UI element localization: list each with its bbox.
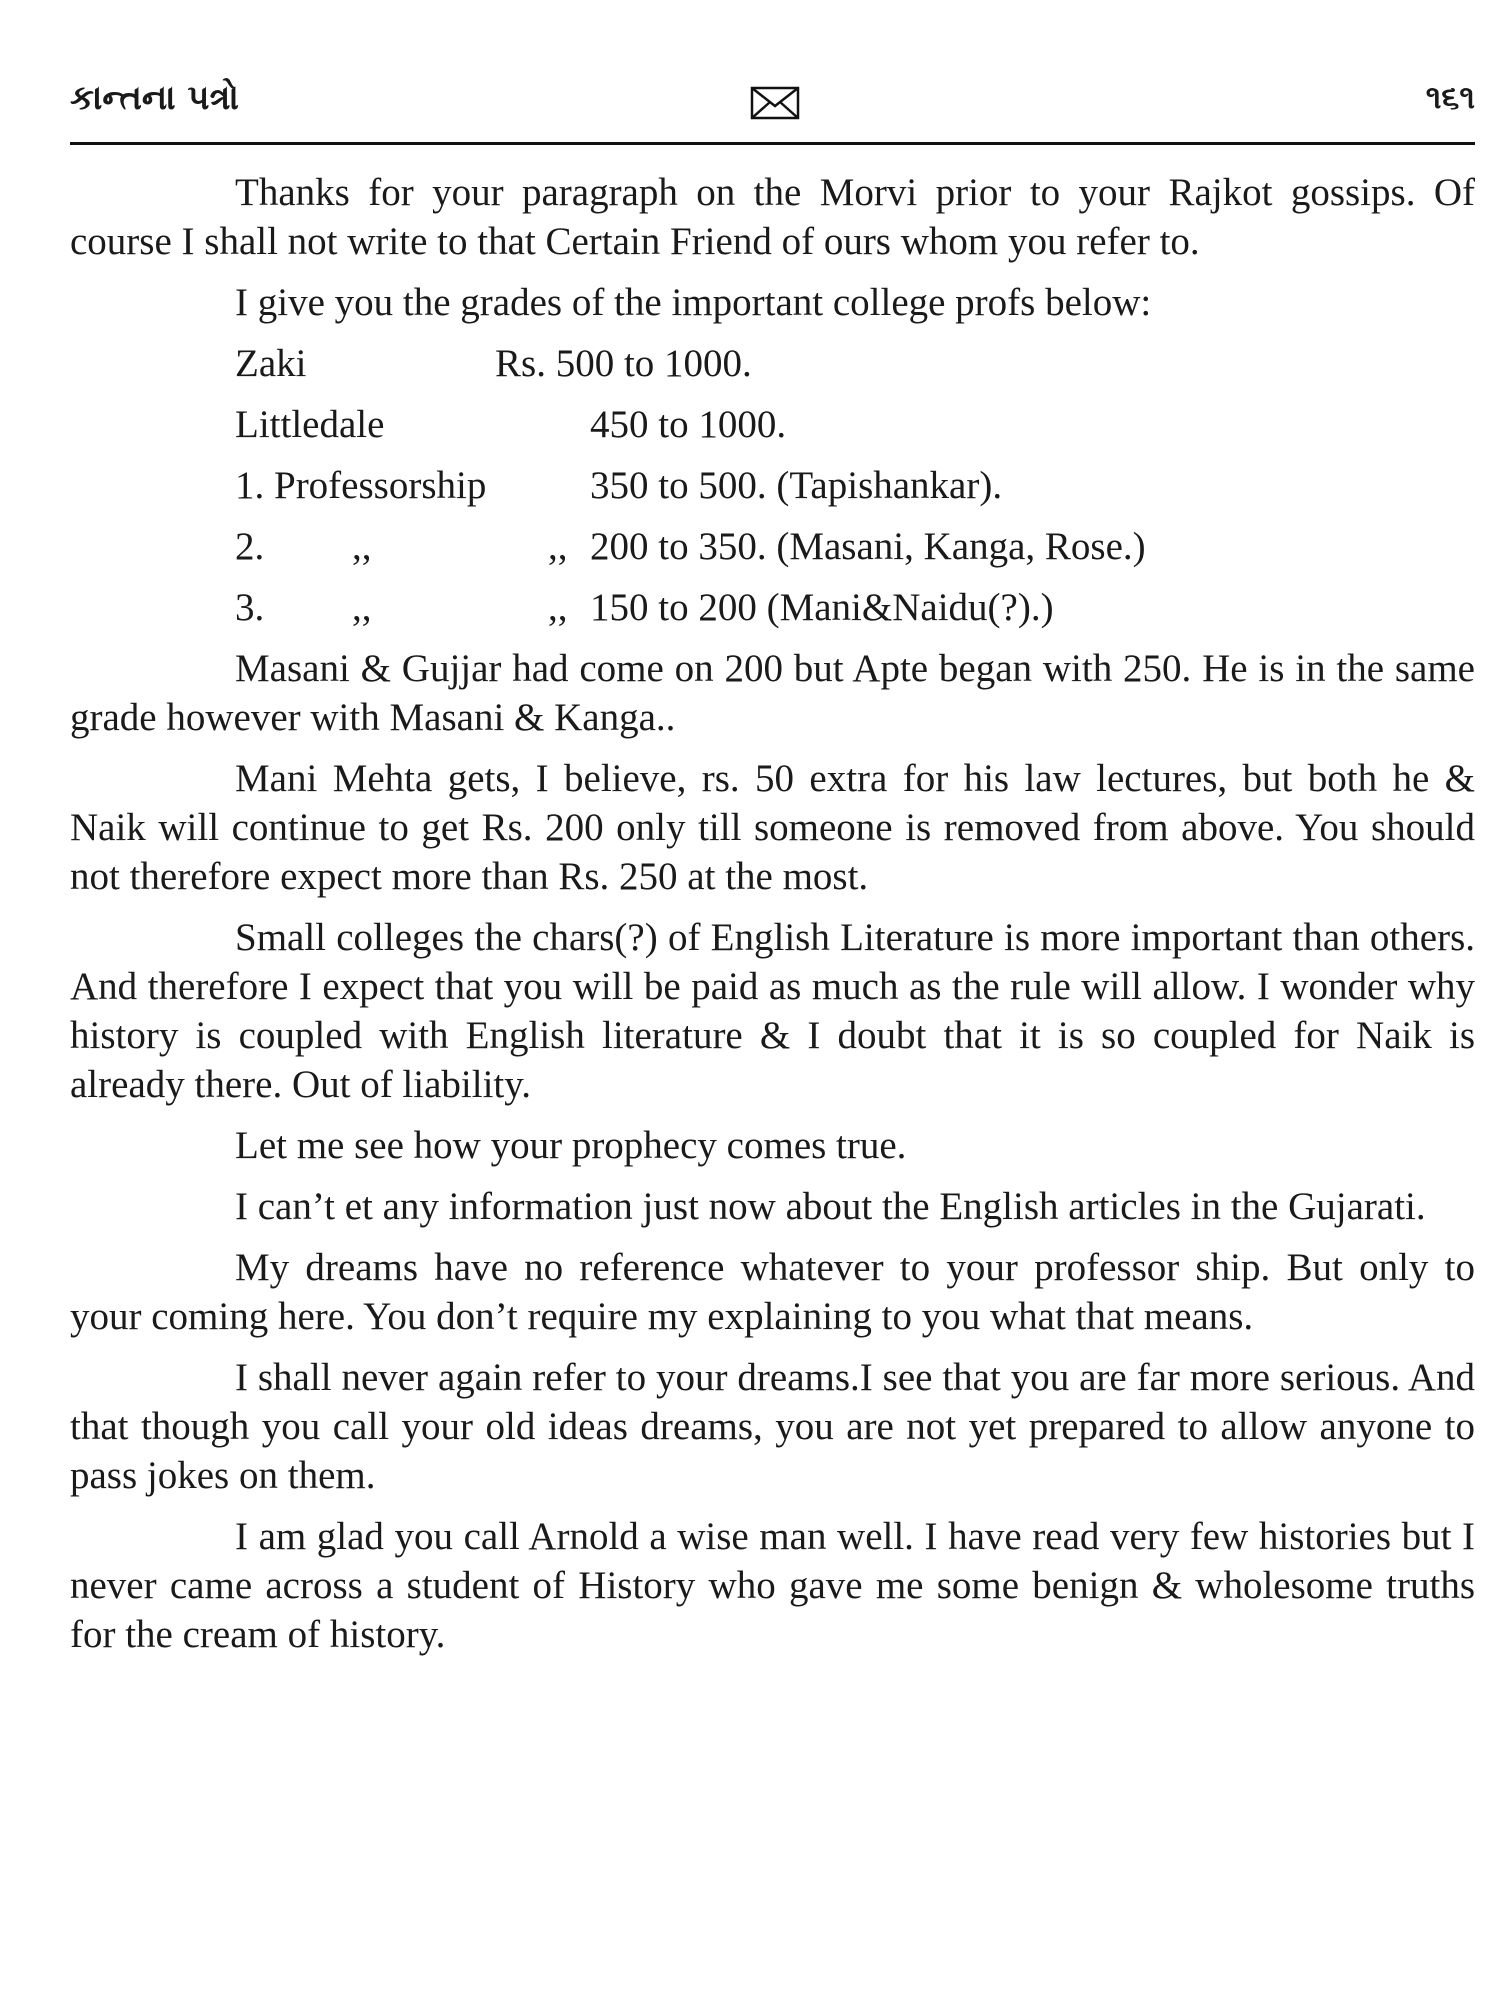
grade-name: Zaki (235, 342, 307, 385)
paragraph: Thanks for your paragraph on the Morvi prior to your Rajkot gossips. Of course I shall not write to that Certain Friend of ours whom you refer to. (70, 171, 1475, 263)
ditto-mark: ,, (352, 586, 372, 629)
paragraph: I am glad you call Arnold a wise man well. I have read very few histories but I never came across a student of History who gave me some benign & wholesome truths for the cream of history. (70, 1515, 1475, 1656)
grade-row (70, 522, 1475, 571)
grade-row (70, 339, 1475, 388)
envelope-icon (750, 86, 800, 120)
paragraph: Masani & Gujjar had come on 200 but Apte began with 250. He is in the same grade however with Masani & Kanga.. (70, 647, 1475, 739)
paragraph: I shall never again refer to your dreams.I see that you are far more serious. And that though you call your old ideas dreams, you are not yet prepared to allow anyone to pass jokes on them. (70, 1356, 1475, 1497)
page-header (70, 72, 1475, 134)
grade-name: 1. Professorship (235, 464, 487, 507)
paragraph: Mani Mehta gets, I believe, rs. 50 extra for his law lectures, but both he & Naik will continue to get Rs. 200 only till someone is removed from above. You should not therefore expect more than Rs. 250 at the most. (70, 757, 1475, 898)
paragraph: I give you the grades of the important college profs below: (235, 281, 1152, 324)
paragraph: I can’t et any information just now about the English articles in the Gujarati. (235, 1185, 1426, 1228)
grade-row (70, 400, 1475, 449)
ditto-mark: ,, (352, 525, 372, 568)
grade-range: 200 to 350. (Masani, Kanga, Rose.) (590, 525, 1146, 568)
grade-range: Rs. 500 to 1000. (495, 342, 752, 385)
ditto-mark: ,, (548, 586, 568, 629)
ditto-mark: ,, (548, 525, 568, 568)
grade-range: 150 to 200 (Mani&Naidu(?).) (590, 586, 1054, 629)
grade-name: 3. (235, 586, 265, 629)
grade-name: Littledale (235, 403, 385, 446)
running-title: કાન્તના પત્રો (70, 78, 239, 118)
grades-list (70, 339, 1475, 632)
letter-body (70, 168, 1475, 1671)
page-number: ૧૬૧ (1425, 78, 1475, 116)
paragraph: Let me see how your prophecy comes true. (235, 1124, 907, 1167)
grade-range: 350 to 500. (Tapishankar). (590, 464, 1003, 507)
header-rule (70, 142, 1475, 145)
grade-range: 450 to 1000. (590, 403, 787, 446)
grade-row (70, 583, 1475, 632)
paragraph: My dreams have no reference whatever to your professor ship. But only to your coming here. You don’t require my explaining to you what that means. (70, 1246, 1475, 1338)
grade-row (70, 461, 1475, 510)
grade-name: 2. (235, 525, 265, 568)
paragraph: Small colleges the chars(?) of English Literature is more important than others. And therefore I expect that you will be paid as much as the rule will allow. I wonder why history is coupled with English literature & I doubt that it is so coupled for Naik is already there. Out of liability. (70, 916, 1475, 1106)
